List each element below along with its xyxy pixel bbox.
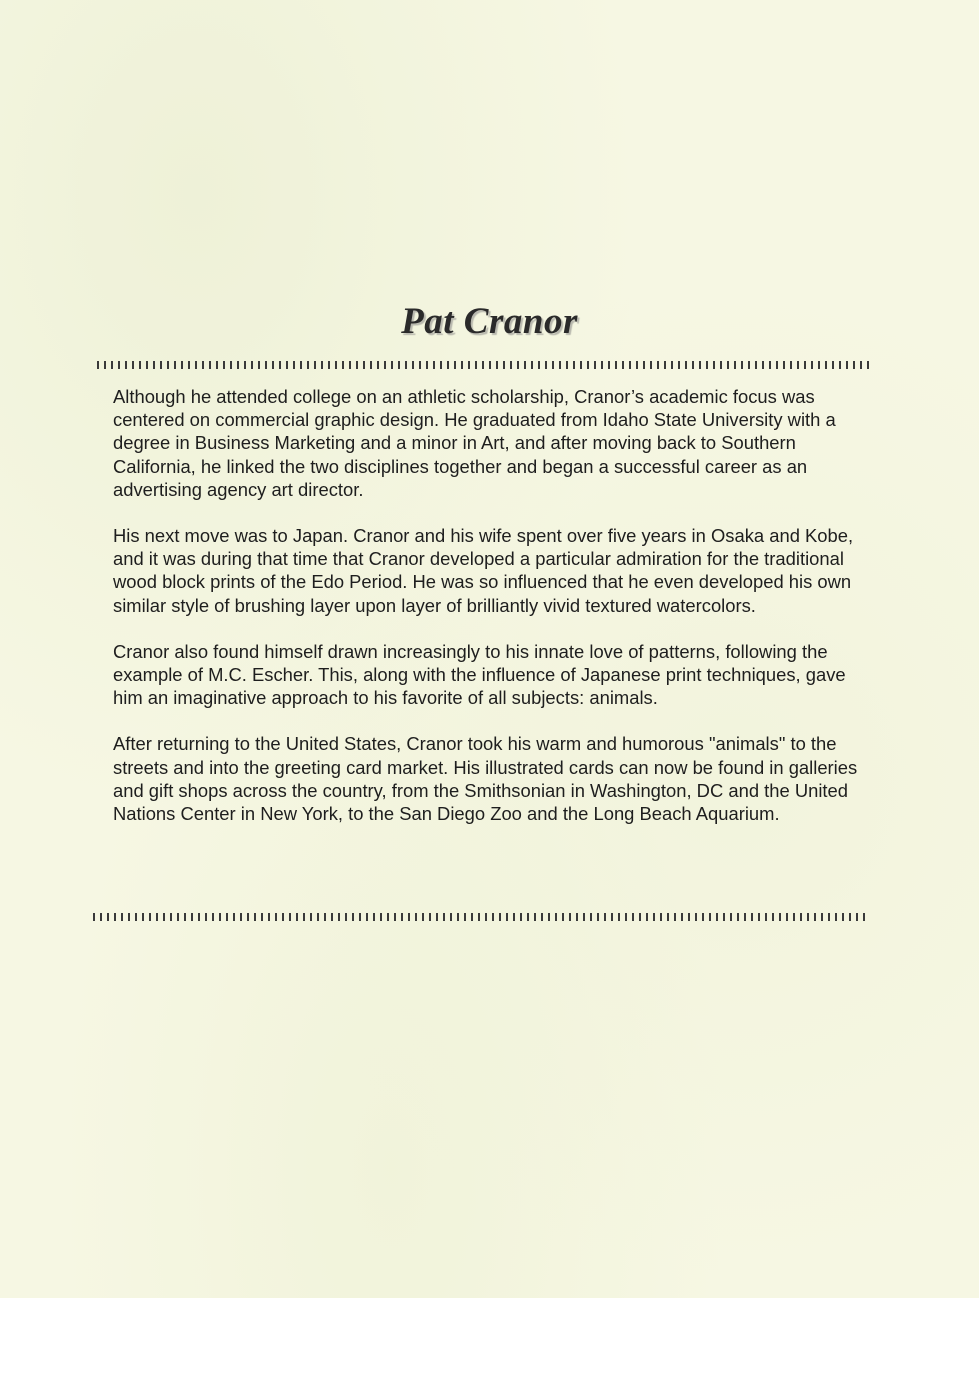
- paragraph-japan: His next move was to Japan. Cranor and his wife spent over five years in Osaka and Kobe, and it was during that time that Cranor developed a particular admiration for the traditional wood block prints of the Edo Period. He was so influenced that he even developed his own similar style of brushing layer upon layer of brilliantly vivid textured watercolors.: [113, 525, 854, 616]
- top-dotted-divider: [97, 361, 871, 369]
- paragraph-greeting-cards: After returning to the United States, Cranor took his warm and humorous "animals" to the streets and into the greeting card market. His illustrated cards can now be found in galleries and gift shops across the country, from the Smithsonian in Washington, DC and the United Nations Center in New York, to the San Diego Zoo and the Long Beach Aquarium.: [113, 733, 858, 825]
- paragraph-patterns: Cranor also found himself drawn increasingly to his innate love of patterns, following the example of M.C. Escher. This, along with the influence of Japanese print techniques, gave him an imaginative approach to his favorite of all subjects: animals.: [113, 640, 846, 709]
- paragraph-education: Although he attended college on an athletic scholarship, Cranor’s academic focus was centered on commercial graphic design. He graduated from Idaho State University with a degree in Business Marketing and a minor in Art, and after moving back to Southern California, he linked the two disciplines together and began a successful career as an advertising agency art director.: [113, 386, 836, 500]
- bottom-dotted-divider: [93, 913, 867, 921]
- biography-body: [113, 385, 858, 848]
- page-title: Pat Cranor: [401, 301, 578, 342]
